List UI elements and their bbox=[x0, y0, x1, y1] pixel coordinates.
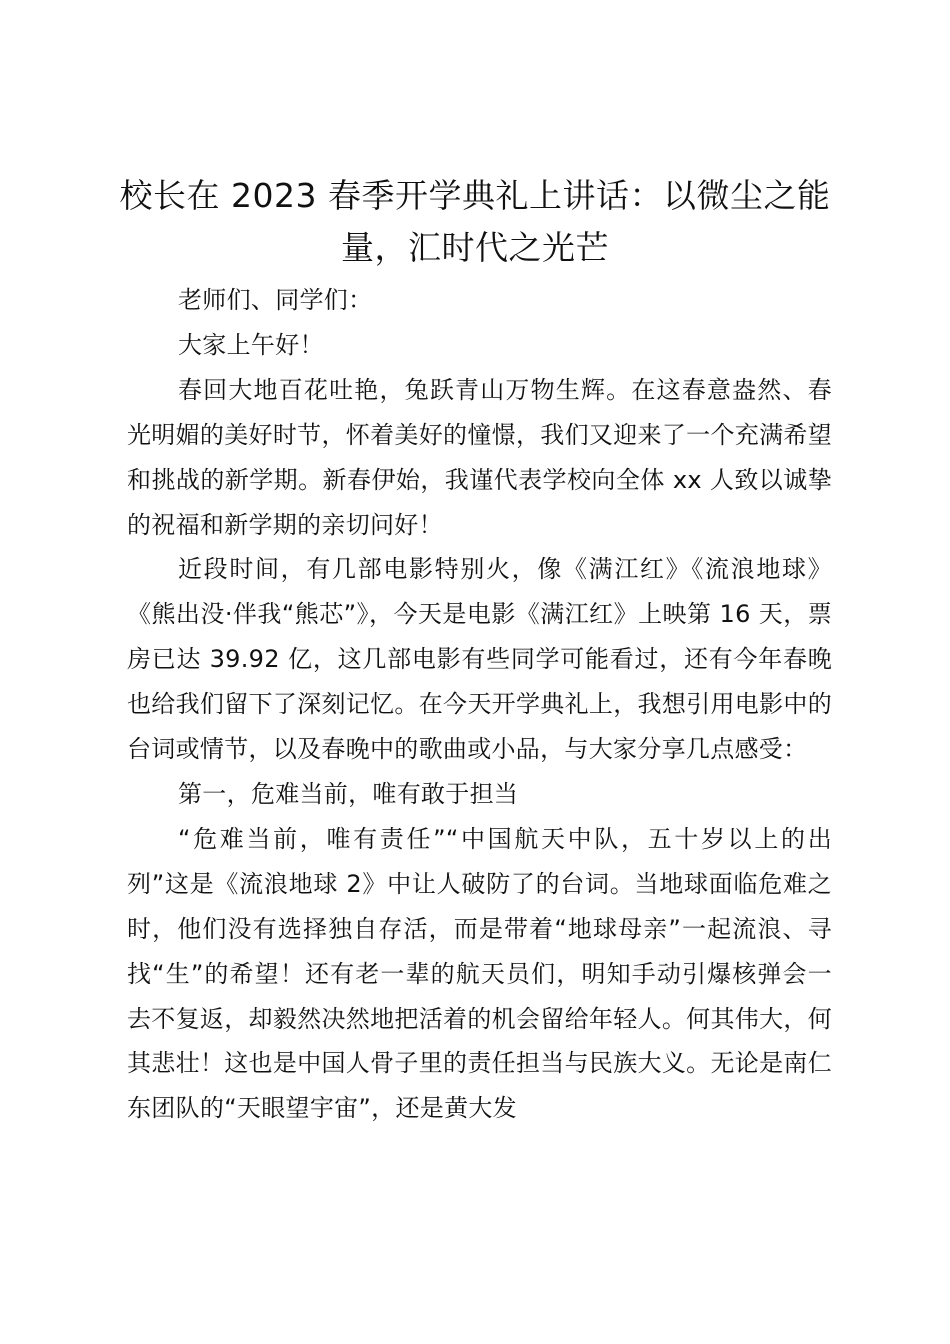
section-heading: 第一，危难当前，唯有敢于担当 bbox=[178, 779, 519, 808]
greeting: 大家上午好！ bbox=[178, 330, 324, 359]
salutation: 老师们、同学们： bbox=[178, 286, 373, 314]
document-body bbox=[127, 278, 832, 1131]
paragraph: 春回大地百花吐艳，兔跃青山万物生辉。在这春意盎然、春光明媚的美好时节，怀着美好的憧憬，我们又迎来了一个充满希望和挑战的新学期。新春伊始，我谨代表学校向全体 xx 人致以诚挚的祝福和新学期的亲切问好！ bbox=[127, 375, 832, 539]
paragraph: 近段时间，有几部电影特别火，像《满江红》《流浪地球》《熊出没·伴我“熊芯”》，今天是电影《满江红》上映第 16 天，票房已达 39.92 亿，这几部电影有些同学可能看过，还有今年春晚也给我们留下了深刻记忆。在今天开学典礼上，我想引用电影中的台词或情节，以及春晚中的歌曲或小品，与大家分享几点感受： bbox=[127, 555, 832, 764]
document-title: 校长在 2023 春季开学典礼上讲话：以微尘之能量，汇时代之光芒 bbox=[119, 176, 831, 267]
paragraph: “危难当前，唯有责任”“中国航天中队，五十岁以上的出列”这是《流浪地球 2》中让人破防了的台词。当地球面临危难之时，他们没有选择独自存活，而是带着“地球母亲”一起流浪、寻找“生”的希望！还有老一辈的航天员们，明知手动引爆核弹会一去不复返，却毅然决然地把活着的机会留给年轻人。何其伟大，何其悲壮！这也是中国人骨子里的责任担当与民族大义。无论是南仁东团队的“天眼望宇宙”，还是黄大发 bbox=[127, 824, 832, 1123]
